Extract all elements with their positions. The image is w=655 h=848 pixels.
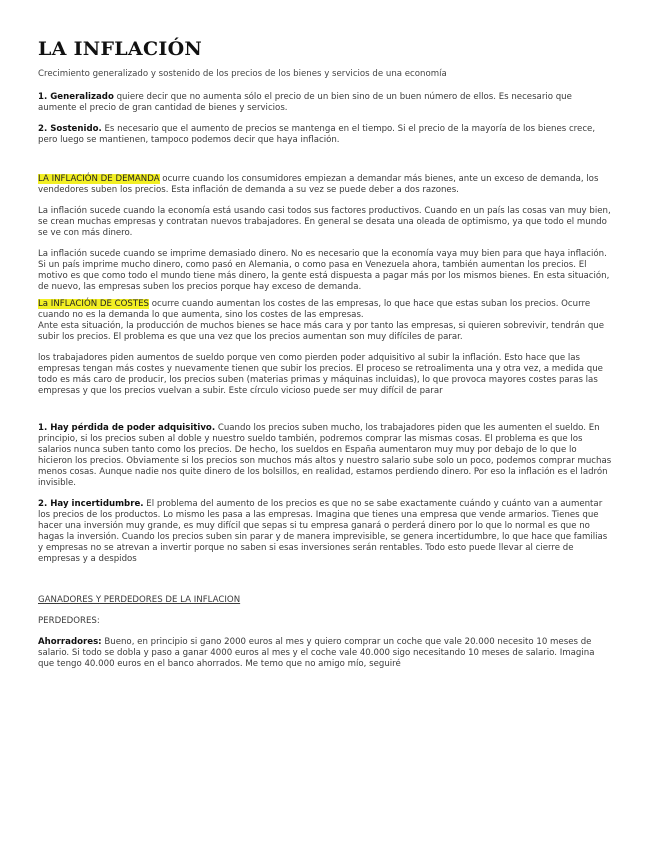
savers-paragraph [38, 637, 613, 670]
effect-purchasing-power [38, 423, 613, 489]
cost-inflation-highlight: La INFLACIÓN DE COSTES [38, 299, 149, 309]
demand-inflation-text: ocurre cuando los consumidores empiezan a demandar más bienes, ante un exceso de demanda, los vendedores suben los precios. Esta inflación de demanda a su vez se puede deber a dos razones. [38, 174, 599, 195]
demand-reason-2: La inflación sucede cuando se imprime demasiado dinero. No es necesario que la economía vaya muy bien para que haya inflación. Si un país imprime mucho dinero, como pasó en Alemania, o como pasa en Venezuela ahora, también aumentan los precios. El motivo es que como todo el mundo tiene más dinero, la gente está dispuesta a pagar más por los mismos bienes. En esta situación, de nuevo, las empresas suben los precios porque hay exceso de demanda. [38, 249, 610, 292]
effect-uncertainty [38, 499, 613, 565]
cost-spiral-paragraph: los trabajadores piden aumentos de sueldo porque ven como pierden poder adquisitivo al subir la inflación. Esto hace que las empresas tengan más costes y nuevamente tienen que subir los precios. El proceso se retroalimenta una y otra vez, a medida que todo es más caro de producir, los precios suben (materias primas y máquinas incluidas), lo que provoca mayores costes paras las empresas y que los precios vuelvan a subir. Este círculo vicioso puede ser muy difícil de parar [38, 353, 603, 396]
cost-inflation-text: ocurre cuando aumentan los costes de las empresas, lo que hace que estas suban los precios. Ocurre cuando no es la demanda lo que aumenta, sino los costes de las empresas. [38, 299, 591, 320]
effect-purchasing-power-label: 1. Hay pérdida de poder adquisitivo. [38, 423, 216, 433]
savers-label: Ahorradores: [38, 637, 102, 647]
savers-text: Bueno, en principio si gano 2000 euros al mes y quiero comprar un coche que vale 20.000 necesito 10 meses de salario. Si todo se dobla y paso a ganar 4000 euros al mes y el coche vale 40.000 sigo necesitando 10 meses de salario. Imagina que tengo 40.000 euros en el banco ahorrados. Me temo que no amigo mío, seguiré [38, 637, 595, 669]
effect-uncertainty-text: El problema del aumento de los precios es que no se sabe exactamente cuándo y cuánto van a aumentar los precios de los productos. Lo mismo les pasa a las empresas. Imagina que tienes una empresa que vende armarios. Tienes que hacer una inversión muy grande, es muy difícil que sepas si tu empresa ganará o perderá dinero por lo que lo normal es que no hagas la inversión. Cuando los precios suben sin parar y de manera imprevisible, se genera incertidumbre, lo que hace que familias y empresas no se atrevan a invertir porque no saben si esas inversiones serán rentables. Todo esto puede llevar al cierre de empresas y a despidos [38, 499, 608, 564]
point-sostenido [38, 124, 613, 146]
point-sostenido-label: 2. Sostenido. [38, 124, 102, 134]
losers-label: PERDEDORES: [38, 616, 100, 626]
point-sostenido-text: Es necesario que el aumento de precios se mantenga en el tiempo. Si el precio de la mayoría de los bienes crece, pero luego se mantienen, tampoco podemos decir que haya inflación. [38, 124, 596, 145]
winners-losers-heading: GANADORES Y PERDEDORES DE LA INFLACION [38, 595, 241, 605]
effect-uncertainty-label: 2. Hay incertidumbre. [38, 499, 144, 509]
point-generalizado [38, 92, 613, 114]
definition-text: Crecimiento generalizado y sostenido de los precios de los bienes y servicios de una economía [38, 69, 447, 79]
page-title: LA INFLACIÓN [38, 38, 203, 60]
point-generalizado-label: 1. Generalizado [38, 92, 114, 102]
effect-purchasing-power-text: Cuando los precios suben mucho, los trabajadores piden que les aumenten el sueldo. En principio, si los precios suben al doble y nuestro sueldo también, podremos comprar las mismas cosas. El problema es que los salarios nunca suben tanto como los precios. De hecho, los sueldos en España aumentaron muy muy por debajo de lo que lo hicieron los precios. Obviamente si los precios son muchos más altos y nuestro salario sube solo un poco, podemos comprar muchas menos cosas. Aunque nadie nos quite dinero de los bolsillos, en realidad, estamos perdiendo dinero. Por eso la inflación es el ladrón invisible. [38, 423, 612, 488]
cost-inflation-continuation: Ante esta situación, la producción de muchos bienes se hace más cara y por tanto las empresas, si quieren sobrevivir, tendrán que subir los precios. El problema es que una vez que los precios aumentan son muy difíciles de parar. [38, 321, 605, 342]
cost-inflation-paragraph [38, 299, 613, 321]
point-generalizado-text: quiere decir que no aumenta sólo el precio de un bien sino de un buen número de ellos. Es necesario que aumente el precio de gran cantidad de bienes y servicios. [38, 92, 572, 113]
demand-reason-1: La inflación sucede cuando la economía está usando casi todos sus factores productivos. Cuando en un país las cosas van muy bien, se crean muchas empresas y contratan nuevos trabajadores. En general se desata una oleada de optimismo, ya que todo el mundo se ve con más dinero. [38, 206, 611, 238]
demand-inflation-highlight: LA INFLACIÓN DE DEMANDA [38, 174, 160, 184]
demand-inflation-paragraph [38, 174, 613, 196]
